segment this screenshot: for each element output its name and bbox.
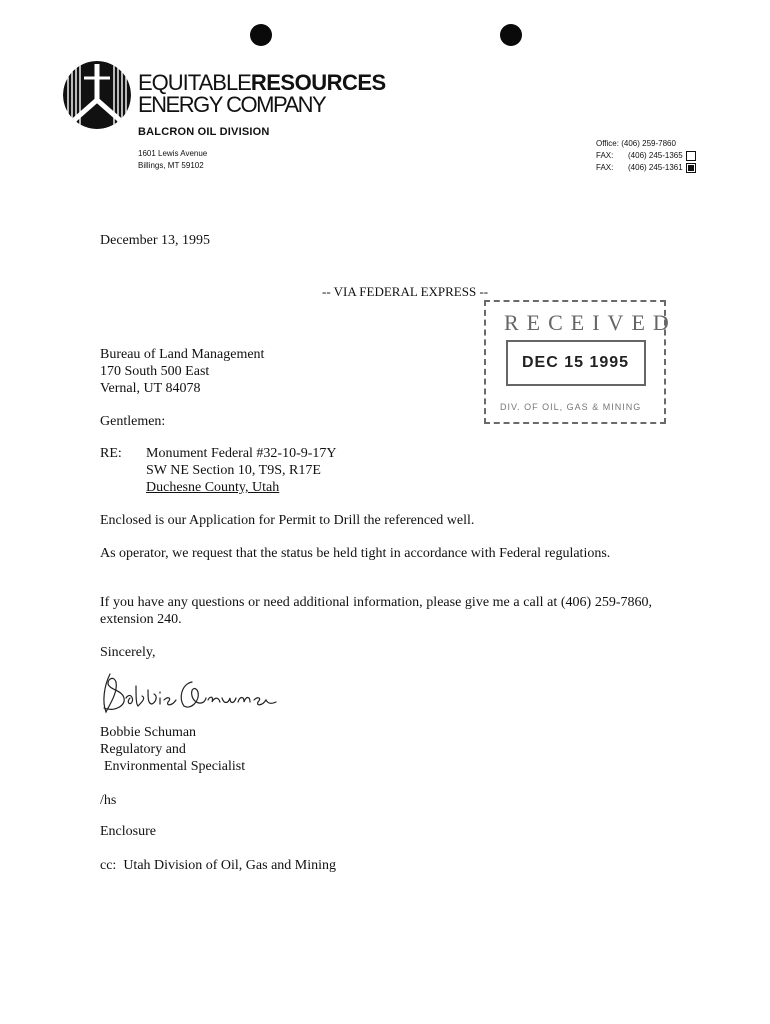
re-block [146, 445, 337, 496]
paragraph-2: As operator, we request that the status be held tight in accordance with Federal regulations. [100, 546, 611, 561]
signer-block [100, 724, 245, 775]
fax-number: (406) 245-1361 [628, 163, 683, 172]
fax-label: FAX: [596, 163, 614, 172]
paragraph-3: If you have any questions or need additional information, please give me a call at (406) 259-7860, extension 240. [100, 595, 652, 627]
fax-number: (406) 245-1365 [628, 151, 683, 160]
fax-row-2 [596, 162, 696, 174]
recipient-address [100, 346, 264, 397]
logo-title [138, 72, 386, 94]
handwritten-signature [96, 668, 286, 720]
stamp-received: RECEIVED [504, 310, 677, 335]
enclosure-note: Enclosure [100, 824, 156, 839]
recipient-line: Bureau of Land Management [100, 347, 265, 362]
punch-hole-left [250, 24, 272, 46]
re-line: SW NE Section 10, T9S, R17E [146, 463, 321, 478]
office-phone: (406) 259-7860 [621, 139, 676, 148]
logo-subtitle: ENERGY COMPANY [138, 92, 326, 117]
fax-checkbox-empty [686, 151, 696, 161]
stamp-date: DEC 15 1995 [522, 354, 630, 371]
division-name: BALCRON OIL DIVISION [138, 126, 270, 138]
signer-name: Bobbie Schuman [100, 725, 197, 740]
recipient-line: 170 South 500 East [100, 364, 210, 379]
company-logo-icon [62, 60, 132, 130]
office-row [596, 138, 696, 150]
salutation: Gentlemen: [100, 414, 166, 429]
paragraph-1: Enclosed is our Application for Permit to Drill the referenced well. [100, 513, 475, 528]
fax-row-1 [596, 150, 696, 162]
signer-title: Regulatory and [100, 742, 186, 757]
address-line: 1601 Lewis Avenue [138, 149, 208, 158]
office-label: Office: [596, 139, 619, 148]
address-line: Billings, MT 59102 [138, 161, 204, 170]
recipient-line: Vernal, UT 84078 [100, 381, 201, 396]
closing: Sincerely, [100, 645, 156, 660]
cc-line: cc: Utah Division of Oil, Gas and Mining [100, 858, 337, 873]
re-line: Monument Federal #32-10-9-17Y [146, 446, 337, 461]
delivery-method: -- VIA FEDERAL EXPRESS -- [322, 284, 489, 299]
letter-date: December 13, 1995 [100, 233, 211, 248]
punch-hole-right [500, 24, 522, 46]
received-stamp [484, 300, 677, 424]
fax-checkbox-checked [686, 163, 696, 173]
signer-title: Environmental Specialist [104, 759, 246, 774]
stamp-division: DIV. OF OIL, GAS & MINING [500, 402, 642, 412]
typist-initials: /hs [100, 793, 117, 808]
logo-word-resources: RESOURCES [250, 70, 386, 95]
fax-label: FAX: [596, 151, 614, 160]
logo-word-equitable: EQUITABLE [138, 70, 251, 95]
re-line-county: Duchesne County, Utah [146, 480, 280, 495]
letterhead-address [138, 148, 207, 172]
re-label: RE: [100, 446, 122, 461]
contact-block [596, 138, 696, 174]
